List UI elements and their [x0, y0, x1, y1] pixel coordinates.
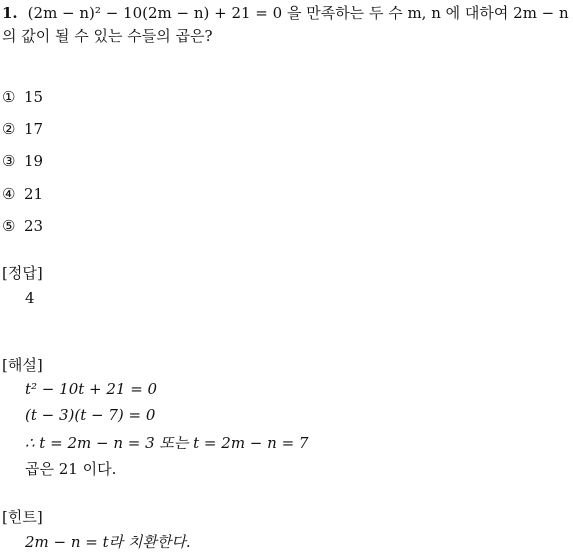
- choice-value: 17: [24, 120, 44, 138]
- question-line-2: [2, 25, 213, 46]
- choice-mark: ④: [2, 185, 16, 203]
- explanation-line-3: ∴ t = 2m − n = 3 또는 t = 2m − n = 7: [25, 434, 309, 452]
- choice-4[interactable]: [2, 185, 43, 203]
- hint-label: [힌트]: [2, 508, 43, 526]
- choice-1[interactable]: [2, 88, 43, 106]
- choice-mark: ②: [2, 120, 16, 138]
- answer-value: 4: [25, 289, 35, 307]
- question-text-2: 의 값이 될 수 있는 수들의 곱은?: [2, 27, 213, 45]
- choice-mark: ⑤: [2, 217, 16, 235]
- explanation-label: [해설]: [2, 356, 43, 374]
- explanation-line-2: (t − 3)(t − 7) = 0: [25, 406, 156, 424]
- choice-2[interactable]: [2, 120, 43, 138]
- question-line-1: [2, 2, 569, 23]
- choice-value: 21: [24, 185, 44, 203]
- choice-mark: ③: [2, 152, 16, 170]
- choice-value: 15: [24, 88, 44, 106]
- choice-value: 19: [24, 152, 44, 170]
- answer-label: [정답]: [2, 264, 43, 282]
- question-number: 1.: [2, 4, 18, 22]
- question-text-1: (2m − n)² − 10(2m − n) + 21 = 0 을 만족하는 두 수 m, n 에 대하여 2m − n: [27, 4, 569, 22]
- explanation-line-4: 곱은 21 이다.: [25, 460, 117, 478]
- choice-3[interactable]: [2, 152, 43, 170]
- hint-text: 2m − n = t라 치환한다.: [25, 533, 191, 551]
- choice-5[interactable]: [2, 217, 43, 235]
- choice-value: 23: [24, 217, 44, 235]
- explanation-line-1: t² − 10t + 21 = 0: [25, 380, 158, 398]
- choice-mark: ①: [2, 88, 16, 106]
